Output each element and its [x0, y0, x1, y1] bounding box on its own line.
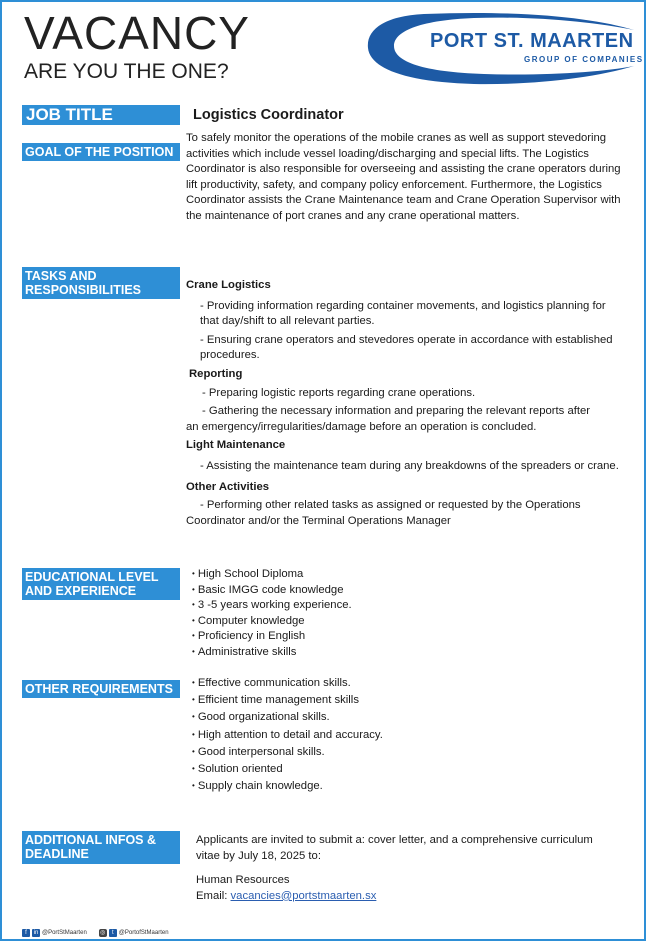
task-item-continued: Coordinator and/or the Terminal Operations Manager — [186, 514, 451, 527]
other-requirements-list — [192, 675, 383, 795]
list-item: • Effective communication skills. — [192, 675, 383, 692]
reporting-heading: Reporting — [189, 367, 243, 380]
job-title-label: JOB TITLE — [22, 105, 180, 125]
crane-logistics-heading: Crane Logistics — [186, 279, 271, 291]
social-handle: @PortStMaarten — [42, 930, 87, 936]
list-item: • Good organizational skills. — [192, 709, 383, 726]
email-link[interactable]: vacancies@portstmaarten.sx — [230, 889, 377, 902]
social-footer — [22, 929, 169, 937]
company-logo — [364, 8, 642, 88]
task-item: - Providing information regarding container movements, and logistics planning for that day/shift to all relevant parties. — [200, 299, 606, 328]
goal-label: GOAL OF THE POSITION — [22, 143, 180, 161]
list-item: • Supply chain knowledge. — [192, 778, 383, 795]
list-item: • Computer knowledge — [192, 614, 352, 630]
task-item: - Gathering the necessary information and preparing the relevant reports after — [202, 405, 591, 418]
list-item: • Proficiency in English — [192, 629, 352, 645]
additional-section — [196, 833, 616, 904]
additional-text: Applicants are invited to submit a: cover letter, and a comprehensive curriculum vitae by July 18, 2025 to: — [196, 834, 593, 862]
tasks-section — [186, 278, 622, 529]
list-item: • Basic IMGG code knowledge — [192, 583, 352, 599]
task-item: - Preparing logistic reports regarding crane operations. — [202, 386, 476, 399]
list-item: • Administrative skills — [192, 645, 352, 661]
logo-text: PORT ST. MAARTEN — [430, 30, 634, 52]
list-item: • Good interpersonal skills. — [192, 744, 383, 761]
logo-subtext: GROUP OF COMPANIES — [524, 55, 644, 64]
list-item: • Efficient time management skills — [192, 692, 383, 709]
instagram-icon[interactable]: ◎ — [100, 930, 106, 936]
other-activities-heading: Other Activities — [186, 480, 270, 493]
task-item-continued: an emergency/irregularities/damage before an operation is concluded. — [186, 420, 537, 433]
task-item: - Performing other related tasks as assigned or requested by the Operations — [200, 499, 581, 512]
job-title-value: Logistics Coordinator — [193, 107, 344, 123]
twitter-icon[interactable]: t — [109, 929, 117, 937]
goal-paragraph: To safely monitor the operations of the mobile cranes as well as support stevedoring activities which include vessel loading/discharging and special lifts. The Logistics Coordinator is also responsible for overseeing and assisting the crane operators during lift productivity, safety, and company policy enforcement. Furthermore, the Logistics Coordinator assists the Crane Maintenance team and Crane Operation Supervisor with the maintenance of port cranes and any crane operational matters. — [186, 132, 621, 222]
list-item: • 3 -5 years working experience. — [192, 598, 352, 614]
facebook-icon[interactable]: f — [22, 929, 30, 937]
light-maintenance-heading: Light Maintenance — [186, 439, 286, 452]
social-handle: @PortofStMaarten — [118, 930, 169, 936]
linkedin-icon[interactable]: in — [33, 930, 39, 936]
contact-name: Human Resources — [196, 874, 290, 887]
additional-label: ADDITIONAL INFOS & DEADLINE — [22, 831, 180, 864]
email-label: Email: — [196, 889, 231, 902]
task-item: - Assisting the maintenance team during any breakdowns of the spreaders or crane. — [200, 459, 619, 472]
contact-email-line — [196, 889, 616, 905]
list-item: • High School Diploma — [192, 567, 352, 583]
goal-text — [186, 131, 622, 225]
page-subtitle: ARE YOU THE ONE? — [24, 60, 229, 83]
education-label: EDUCATIONAL LEVEL AND EXPERIENCE — [22, 568, 180, 600]
education-list — [192, 567, 352, 661]
page-title: VACANCY — [24, 7, 250, 59]
list-item: • High attention to detail and accuracy. — [192, 727, 383, 744]
tasks-label: TASKS AND RESPONSIBILITIES — [22, 267, 180, 299]
list-item: • Solution oriented — [192, 761, 383, 778]
other-requirements-label: OTHER REQUIREMENTS — [22, 680, 180, 698]
task-item: - Ensuring crane operators and stevedores operate in accordance with established procedures. — [200, 333, 613, 362]
